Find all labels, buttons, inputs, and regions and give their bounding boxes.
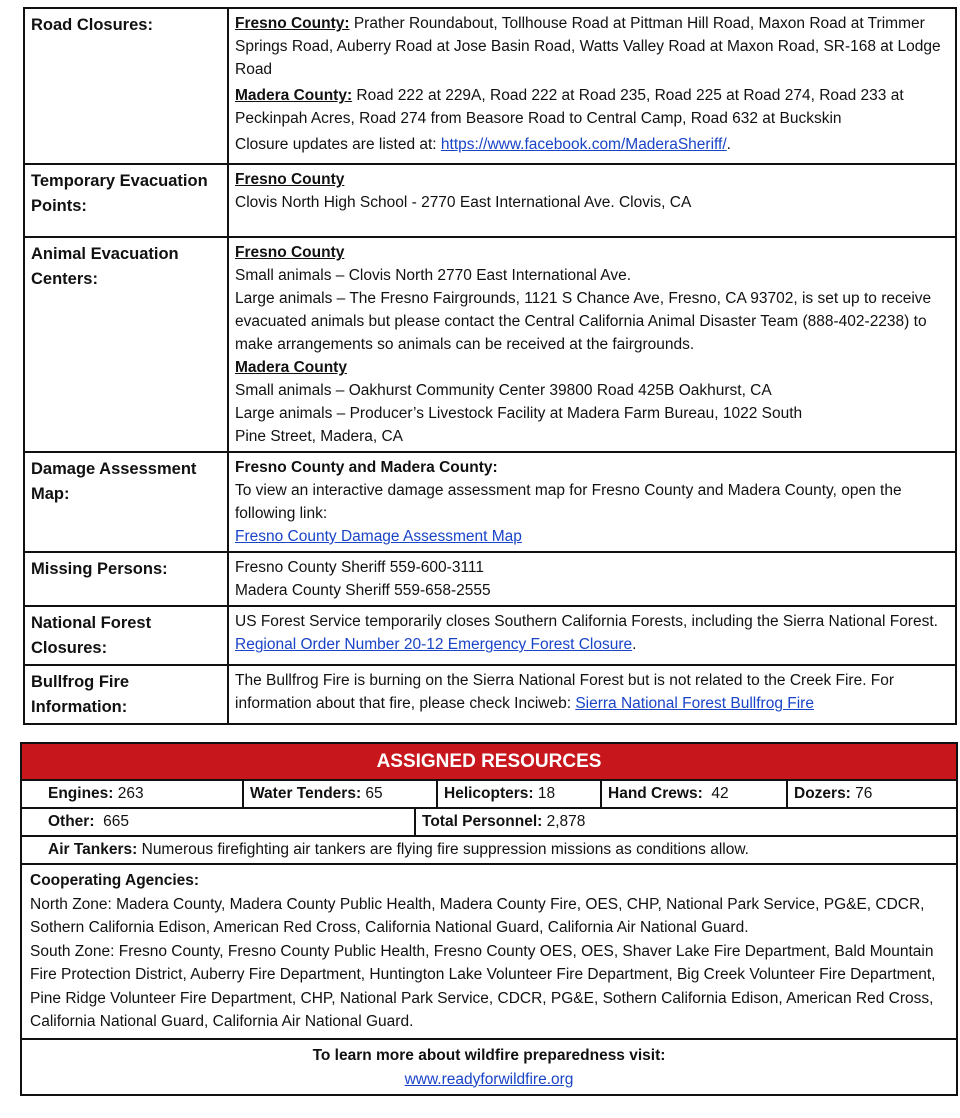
air-tankers-text: Numerous firefighting air tankers are flying fire suppression missions as conditions allow. [137,841,749,858]
sheriff-phone: Madera County Sheriff 559-658-2555 [235,582,491,599]
cooperating-agencies-label: Cooperating Agencies: [30,872,200,889]
total-personnel-label: Total Personnel: [422,813,543,830]
row-label: Animal Evacuation Centers: [24,237,228,452]
bullfrog-link[interactable]: Sierra National Forest Bullfrog Fire [575,695,814,712]
row-content [228,164,956,237]
total-personnel-cell [416,809,956,835]
evacuation-point: Clovis North High School - 2770 East International Ave. Clovis, CA [235,194,692,211]
large-animals-text: Large animals – Producer’s Livestock Facility at Madera Farm Bureau, 1022 South [235,405,803,422]
forest-order-link[interactable]: Regional Order Number 20-12 Emergency Forest Closure [235,636,633,653]
water-tenders-value: 65 [361,785,383,802]
sheriff-phone: Fresno County Sheriff 559-600-3111 [235,559,485,576]
air-tankers-label: Air Tankers: [48,841,138,858]
row-content [228,452,956,552]
air-tankers-row [22,837,956,865]
forest-text: US Forest Service temporarily closes Southern California Forests, including the Sierra National Forest. [235,613,938,630]
engines-cell [22,781,244,807]
temporary-evacuation-row [24,164,956,237]
updates-text: Closure updates are listed at: [235,136,441,153]
hand-crews-label: Hand Crews: [608,785,703,802]
dozers-label: Dozers: [794,785,851,802]
other-cell [22,809,416,835]
small-animals-text: Small animals – Clovis North 2770 East International Ave. [235,267,632,284]
readyforwildfire-link[interactable]: www.readyforwildfire.org [404,1070,574,1088]
closure-list: Road 222 at 229A, Road 222 at Road 235, Road 225 at Road 274, Road 233 at Peckinpah Acres, Road 274 from Beasore Road to Central Camp, Road 632 at Buckskin [235,87,904,127]
engines-label: Engines: [48,785,114,802]
missing-persons-row [24,552,956,606]
row-label: Damage Assessment Map: [24,452,228,552]
row-label: Temporary Evacuation Points: [24,164,228,237]
hand-crews-cell [602,781,788,807]
damage-map-link[interactable]: Fresno County Damage Assessment Map [235,528,522,545]
helicopters-cell [438,781,602,807]
row-label: Road Closures: [24,8,228,164]
county-heading: Fresno County [235,171,345,188]
forest-closures-row [24,606,956,665]
dozers-cell [788,781,956,807]
helicopters-label: Helicopters: [444,785,534,802]
county-heading: Madera County: [235,87,353,104]
helicopters-value: 18 [533,785,556,802]
map-description: To view an interactive damage assessment map for Fresno County and Madera County, open the following link: [235,482,902,522]
preparedness-label: To learn more about wildfire preparedness visit: [312,1046,666,1064]
resources-row [22,809,956,837]
other-label: Other: [48,813,95,830]
south-zone-agencies: South Zone: Fresno County, Fresno County Public Health, Fresno County OES, OES, Shaver Lake Fire Department, Bald Mountain Fire Protection District, Auberry Fire Department, Huntington Lake Volunteer Fire Department, Big Creek Volunteer Fire Department, Pine Ridge Volunteer Fire Department, CHP, National Park Service, CDCR, PG&E, Sothern California Edison, American Red Cross, California National Guard, California Air National Guard. [30,942,936,1030]
incident-info-table [23,7,957,725]
water-tenders-label: Water Tenders: [250,785,362,802]
dozers-value: 76 [850,785,873,802]
row-content [228,606,956,665]
assigned-resources-box [20,742,958,1096]
large-animals-address: Pine Street, Madera, CA [235,428,403,445]
large-animals-text: Large animals – The Fresno Fairgrounds, 1121 S Chance Ave, Fresno, CA 93702, is set up to receive evacuated animals but please contact the Central California Animal Disaster Team (888-402-2238) to make arrangements so animals can be received at the fairgrounds. [235,290,932,353]
county-heading: Madera County [235,359,347,376]
resources-title: ASSIGNED RESOURCES [22,744,956,781]
row-content [228,665,956,724]
small-animals-text: Small animals – Oakhurst Community Center 39800 Road 425B Oakhurst, CA [235,382,772,399]
county-heading: Fresno County [235,244,345,261]
north-zone-agencies: North Zone: Madera County, Madera County Public Health, Madera County Fire, OES, CHP, National Park Service, PG&E, CDCR, Sothern California Edison, American Red Cross, California National Guard, California Air National Guard. [30,895,925,936]
bullfrog-fire-row [24,665,956,724]
row-content [228,552,956,606]
facebook-link[interactable]: https://www.facebook.com/MaderaSheriff/ [440,136,727,153]
row-content [228,8,956,164]
period: . [726,136,731,153]
bullfrog-text: The Bullfrog Fire is burning on the Sierra National Forest but is not related to the Creek Fire. For information about that fire, please check Inciweb: [235,672,895,712]
row-content [228,237,956,452]
cooperating-agencies [22,865,956,1040]
engines-value: 263 [113,785,144,802]
county-heading: Fresno County: [235,15,350,32]
preparedness-footer [22,1040,956,1094]
hand-crews-value: 42 [702,785,729,802]
animal-evacuation-row [24,237,956,452]
total-personnel-value: 2,878 [542,813,586,830]
water-tenders-cell [244,781,438,807]
damage-assessment-row [24,452,956,552]
closure-list: Prather Roundabout, Tollhouse Road at Pittman Hill Road, Maxon Road at Trimmer Springs Road, Auberry Road at Jose Basin Road, Watts Valley Road at Maxon Road, SR-168 at Lodge Road [235,15,941,78]
resources-row [22,781,956,809]
period: . [632,636,637,653]
row-label: Bullfrog Fire Information: [24,665,228,724]
row-label: National Forest Closures: [24,606,228,665]
row-label: Missing Persons: [24,552,228,606]
other-value: 665 [94,813,129,830]
road-closures-row [24,8,956,164]
heading: Fresno County and Madera County: [235,459,498,476]
